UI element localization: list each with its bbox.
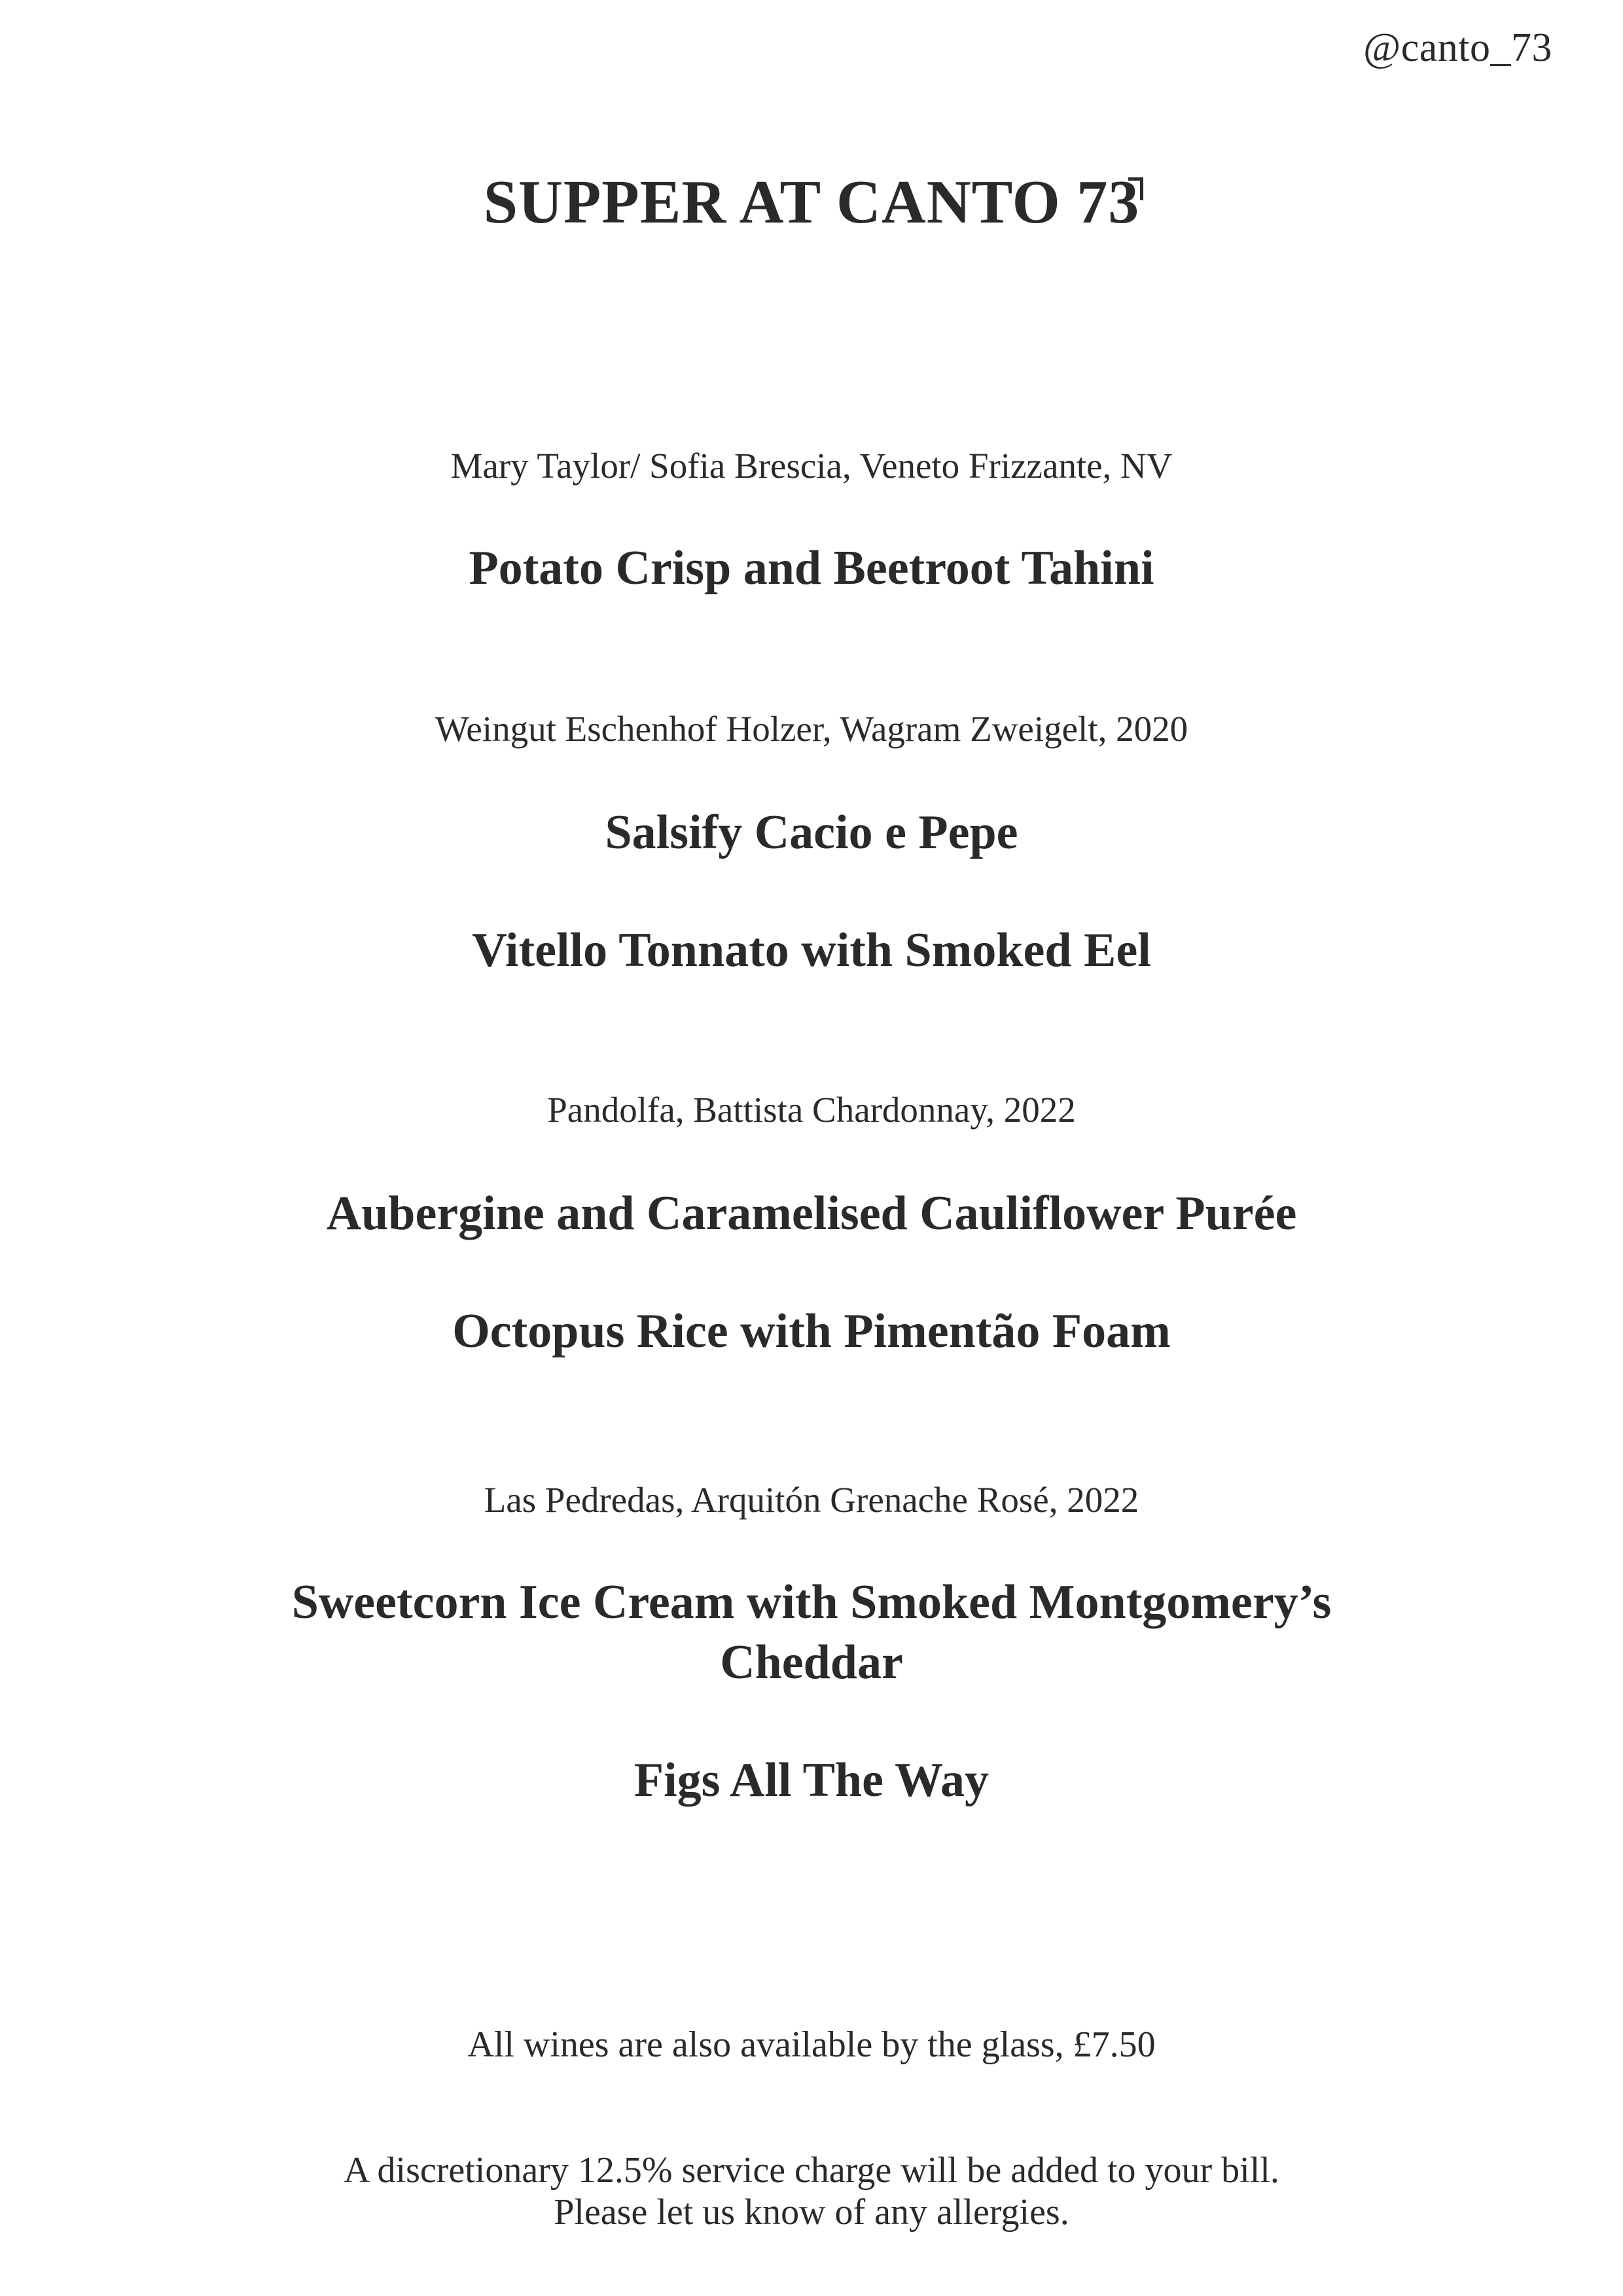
dish-1: Potato Crisp and Beetroot Tahini bbox=[469, 541, 1154, 595]
dish-4: Aubergine and Caramelised Cauliflower Purée bbox=[326, 1187, 1297, 1240]
service-charge-note: A discretionary 12.5% service charge will be added to your bill. bbox=[344, 2150, 1279, 2191]
instagram-handle: @canto_73 bbox=[1363, 26, 1552, 70]
allergy-note: Please let us know of any allergies. bbox=[554, 2192, 1069, 2233]
dish-5: Octopus Rice with Pimentão Foam bbox=[452, 1304, 1171, 1358]
wine-pairing-1: Mary Taylor/ Sofia Brescia, Veneto Frizzante, NV bbox=[450, 446, 1173, 486]
dish-3: Vitello Tonnato with Smoked Eel bbox=[472, 924, 1151, 977]
dish-7: Figs All The Way bbox=[633, 1753, 990, 1807]
dish-2: Salsify Cacio e Pepe bbox=[605, 806, 1018, 859]
dish-6-line-2: Cheddar bbox=[720, 1636, 903, 1689]
wine-pairing-4: Las Pedredas, Arquitón Grenache Rosé, 2022 bbox=[484, 1480, 1139, 1520]
wine-pairing-3: Pandolfa, Battista Chardonnay, 2022 bbox=[547, 1090, 1076, 1130]
menu-title-text: SUPPER AT CANTO 73 bbox=[483, 168, 1140, 236]
dish-6-line-1: Sweetcorn Ice Cream with Smoked Montgomery’s bbox=[291, 1575, 1332, 1629]
wine-pairing-2: Weingut Eschenhof Holzer, Wagram Zweigelt, 2020 bbox=[435, 709, 1188, 749]
by-the-glass-note: All wines are also available by the glass, £7.50 bbox=[467, 2024, 1156, 2065]
menu-title bbox=[0, 167, 1623, 238]
